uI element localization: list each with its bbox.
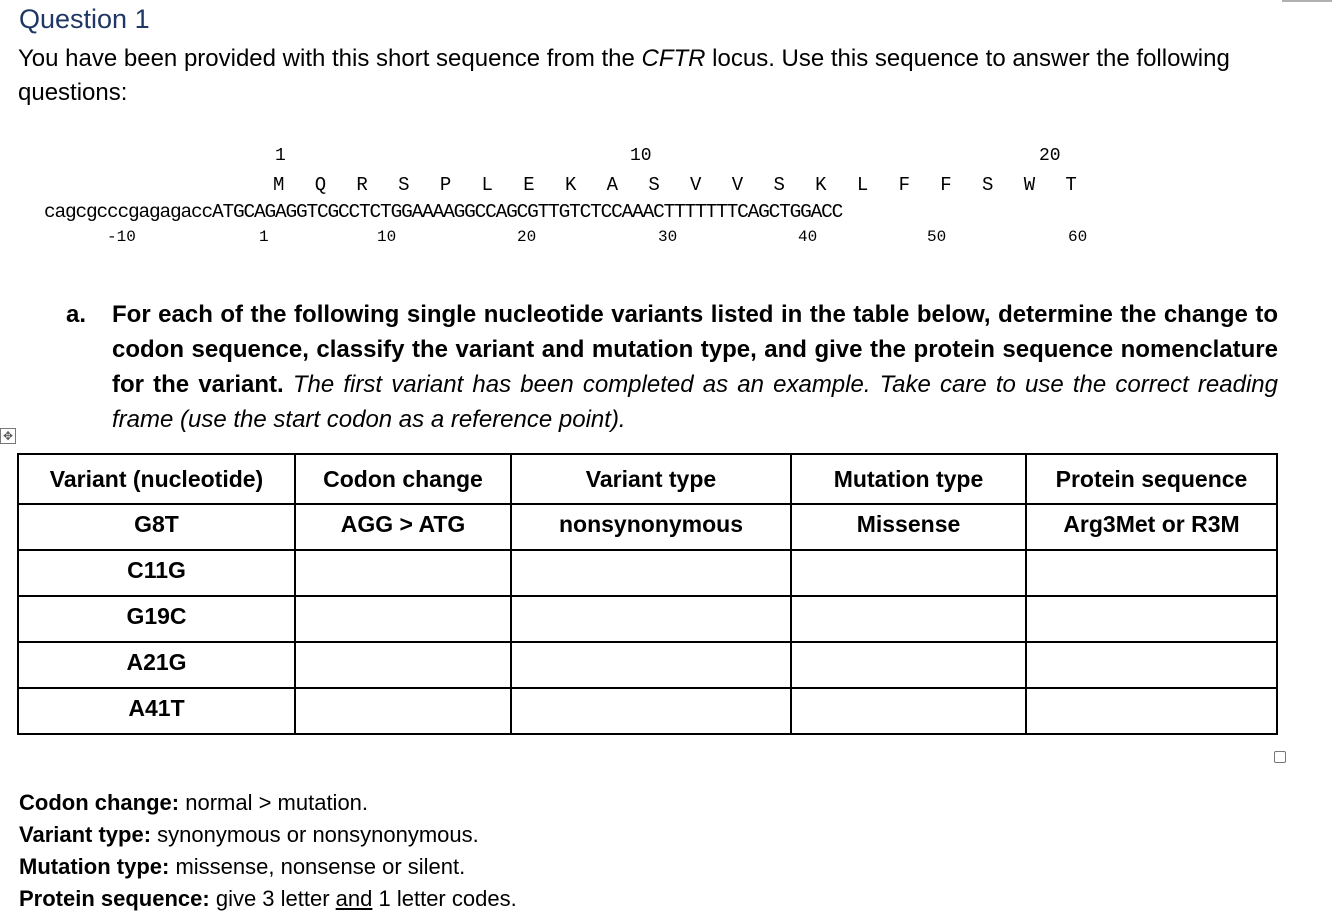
cell-mutation-type[interactable] xyxy=(791,550,1026,596)
nt-number: 10 xyxy=(377,228,397,246)
table-row xyxy=(18,688,1277,734)
aa-number-10: 10 xyxy=(630,146,652,166)
cell-variant: G8T xyxy=(18,504,295,550)
cell-codon-change[interactable] xyxy=(295,596,511,642)
nt-number: 60 xyxy=(1068,228,1088,246)
cell-variant: A41T xyxy=(18,688,295,734)
cell-variant-type[interactable] xyxy=(511,642,791,688)
cell-mutation-type[interactable] xyxy=(791,596,1026,642)
cell-protein-sequence: Arg3Met or R3M xyxy=(1026,504,1277,550)
nt-number: 30 xyxy=(658,228,678,246)
question-a-text xyxy=(112,297,1278,437)
legend-mutation-type xyxy=(19,851,517,883)
cell-mutation-type[interactable] xyxy=(791,642,1026,688)
legend-text: synonymous or nonsynonymous. xyxy=(151,822,479,847)
header-mutation-type: Mutation type xyxy=(791,454,1026,504)
cell-protein-sequence[interactable] xyxy=(1026,596,1277,642)
table-row xyxy=(18,504,1277,550)
cell-codon-change[interactable] xyxy=(295,688,511,734)
intro-text-1: You have been provided with this short sequence from the xyxy=(18,45,642,72)
legend-text: give 3 letter xyxy=(209,886,336,911)
aa-number-20: 20 xyxy=(1039,146,1061,166)
legend-text: 1 letter codes. xyxy=(372,886,517,911)
cell-mutation-type: Missense xyxy=(791,504,1026,550)
cell-protein-sequence[interactable] xyxy=(1026,642,1277,688)
legend-underlined-text: and xyxy=(335,886,373,911)
header-variant-type: Variant type xyxy=(511,454,791,504)
aa-number-1: 1 xyxy=(275,146,286,166)
move-handle-icon[interactable]: ✥ xyxy=(0,428,16,444)
cell-codon-change[interactable] xyxy=(295,642,511,688)
legend-codon-change xyxy=(19,787,517,819)
cell-variant-type[interactable] xyxy=(511,550,791,596)
legend-variant-type xyxy=(19,819,517,851)
legend-protein-sequence xyxy=(19,883,517,915)
table-row xyxy=(18,550,1277,596)
question-a-letter: a. xyxy=(66,301,87,328)
dna-sequence xyxy=(44,201,842,223)
nt-number: 50 xyxy=(927,228,947,246)
cell-variant: G19C xyxy=(18,596,295,642)
legend-text: missense, nonsense or silent. xyxy=(169,854,466,879)
question-heading: Question 1 xyxy=(19,4,150,34)
legend xyxy=(19,787,517,915)
page-top-rule xyxy=(1282,0,1332,2)
legend-label: Variant type: xyxy=(19,822,152,847)
gene-name: CFTR xyxy=(641,45,706,72)
question-a-instructions: For each of the following single nucleotide variants listed in the table below, determine the change to codon sequence, classify the variant and mutation type, and give the protein sequence nomenclature for the variant. xyxy=(112,301,1278,398)
cell-variant-type[interactable] xyxy=(511,596,791,642)
variants-table xyxy=(17,453,1278,735)
cell-codon-change[interactable] xyxy=(295,550,511,596)
table-header-row xyxy=(18,454,1277,504)
legend-text: normal > mutation. xyxy=(179,790,369,815)
cell-codon-change: AGG > ATG xyxy=(295,504,511,550)
table-row xyxy=(18,642,1277,688)
table-resize-handle-icon[interactable] xyxy=(1274,751,1286,763)
legend-label: Mutation type: xyxy=(19,854,170,879)
nt-number: 40 xyxy=(798,228,818,246)
nt-number: 1 xyxy=(259,228,269,246)
table-row xyxy=(18,596,1277,642)
nt-number: -10 xyxy=(107,228,136,246)
header-protein-sequence: Protein sequence xyxy=(1026,454,1277,504)
legend-label: Protein sequence: xyxy=(19,886,210,911)
cell-variant: A21G xyxy=(18,642,295,688)
header-codon-change: Codon change xyxy=(295,454,511,504)
cell-variant-type[interactable] xyxy=(511,688,791,734)
nt-number: 20 xyxy=(517,228,537,246)
header-variant: Variant (nucleotide) xyxy=(18,454,295,504)
cell-variant-type: nonsynonymous xyxy=(511,504,791,550)
cell-variant: C11G xyxy=(18,550,295,596)
question-a xyxy=(66,297,1278,437)
dna-upstream: cagcgcccgagagacc xyxy=(44,201,213,223)
cell-mutation-type[interactable] xyxy=(791,688,1026,734)
intro-paragraph xyxy=(18,42,1258,110)
cell-protein-sequence[interactable] xyxy=(1026,550,1277,596)
question-a-note: The first variant has been completed as an example. Take care to use the correct reading frame (use the start codon as a reference point). xyxy=(112,371,1278,433)
cell-protein-sequence[interactable] xyxy=(1026,688,1277,734)
dna-coding: ATGCAGAGGTCGCCTCTGGAAAAGGCCAGCGTTGTCTCCAAACTTTTTTTCAGCTGGACC xyxy=(212,201,843,223)
amino-acid-sequence: M Q R S P L E K A S V V S K L F F S W T xyxy=(273,174,1080,196)
legend-label: Codon change: xyxy=(19,790,180,815)
intro-text-2: locus. Use this sequence to answer the following questions: xyxy=(18,45,1230,106)
